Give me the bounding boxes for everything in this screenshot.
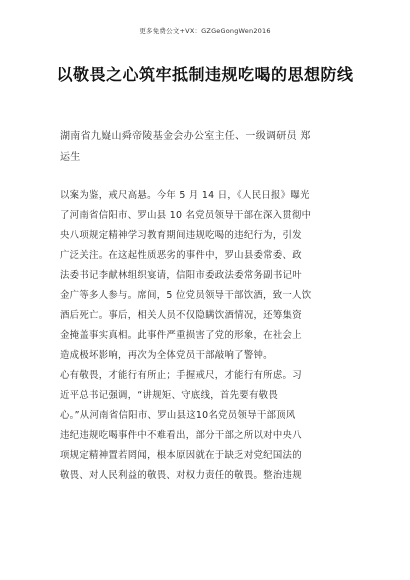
body-line: 敬畏、对人民利益的敬畏、对权力责任的敬畏。整治违规	[60, 470, 302, 481]
body-line: 金广等多人参与。席间，5 位党员领导干部饮酒，致一人饮	[60, 290, 312, 301]
author-block	[60, 126, 360, 168]
body-line: 法委书记李献林组织宴请，信阳市委政法委常务副书记叶	[60, 270, 302, 281]
body-line: 以案为鉴，戒尺高悬。今年 5 月 14 日，《人民日报》曝光	[60, 190, 310, 201]
body-line: 心。”从河南省信阳市、罗山县这10名党员领导干部顶风	[60, 410, 296, 421]
body-line: 金掩盖事实真相。此事件严重损害了党的形象，在社会上	[60, 330, 302, 341]
body-line: 心有敬畏，才能行有所止；手握戒尺，才能行有所虑。习	[60, 370, 302, 381]
body-line: 了河南省信阳市、罗山县 10 名党员领导干部在深入贯彻中	[60, 210, 312, 221]
author-line: 运生	[60, 152, 81, 163]
body-line: 近平总书记强调，“讲规矩、守底线，首先要有敬畏	[60, 390, 279, 401]
body-line: 违纪违规吃喝事件中不难看出，部分干部之所以对中央八	[60, 430, 302, 441]
body-line: 央八项规定精神学习教育期间违规吃喝的违纪行为，引发	[60, 230, 302, 241]
document-title: 以敬畏之心筑牢抵制违规吃喝的思想防线	[56, 65, 354, 84]
body-line: 酒后死亡。事后，相关人员不仅隐瞒饮酒情况，还筹集资	[60, 310, 302, 321]
body-line: 造成极坏影响，再次为全体党员干部敲响了警钟。	[60, 350, 273, 361]
body-line: 项规定精神置若罔闻，根本原因就在于缺乏对党纪国法的	[60, 450, 302, 461]
page-header: 更多免费公文+VX：GZGeGongWen2016	[139, 27, 271, 35]
body-line: 广泛关注。在这起性质恶劣的事件中，罗山县委常委、政	[60, 250, 302, 261]
article-body	[60, 186, 356, 486]
author-line: 湖南省九嶷山舜帝陵基金会办公室主任、一级调研员 郑	[60, 131, 311, 142]
